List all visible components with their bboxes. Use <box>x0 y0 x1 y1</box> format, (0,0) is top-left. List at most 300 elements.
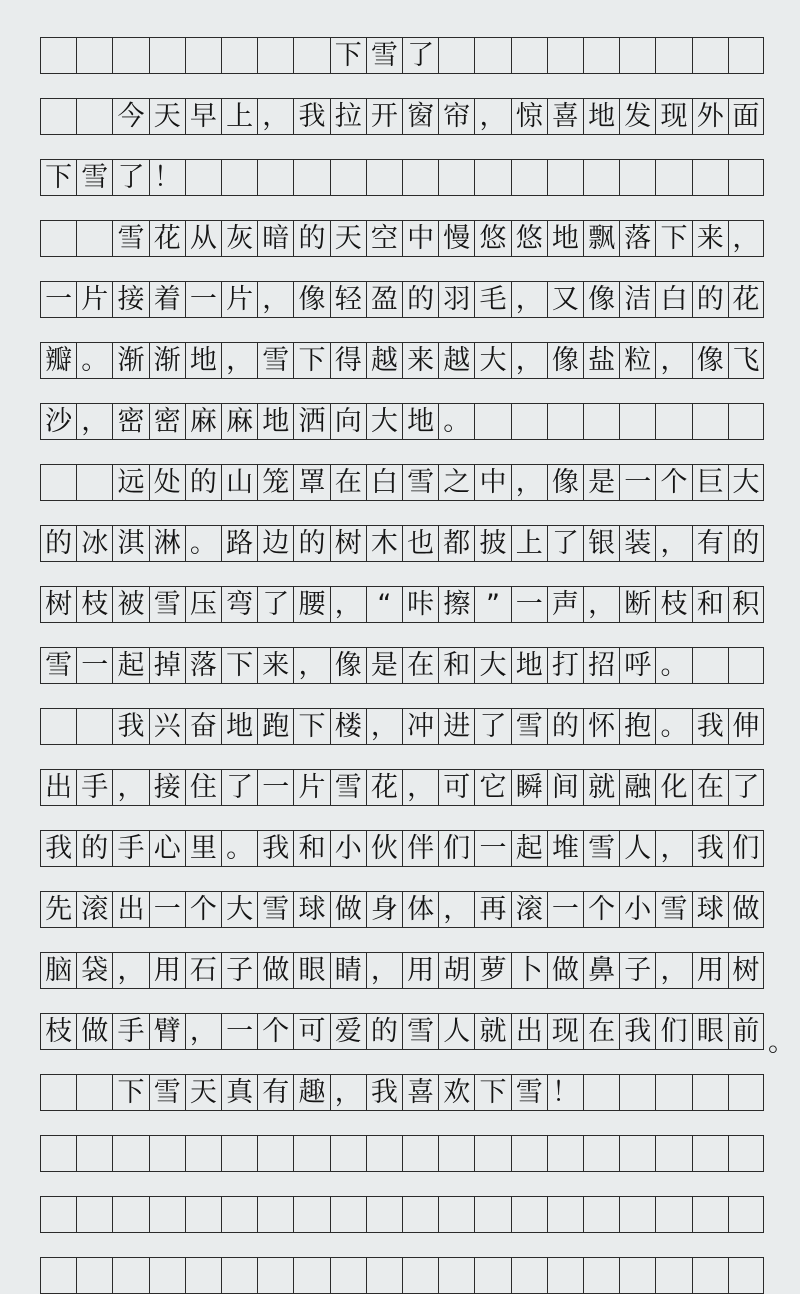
grid-cell <box>257 343 293 378</box>
grid-cell <box>692 648 728 683</box>
essay-char: 起 <box>515 832 543 864</box>
essay-char: 喜 <box>551 100 579 132</box>
essay-char: ， <box>660 527 688 559</box>
essay-char: 来 <box>696 222 724 254</box>
essay-char: 银 <box>588 527 616 559</box>
essay-char: 密 <box>153 405 181 437</box>
grid-cell <box>185 526 221 561</box>
grid-cell <box>547 709 583 744</box>
essay-char: 像 <box>298 283 326 315</box>
essay-char: 木 <box>370 527 398 559</box>
grid-cell <box>655 1197 691 1232</box>
essay-char: 了 <box>479 710 507 742</box>
essay-char: 我 <box>624 1015 652 1047</box>
grid-cell <box>692 1136 728 1171</box>
essay-char: 们 <box>443 832 471 864</box>
grid-cell <box>547 770 583 805</box>
grid-cell <box>185 1075 221 1110</box>
grid-cell <box>257 1197 293 1232</box>
title-cell <box>257 38 293 73</box>
title-char: 了 <box>407 39 435 71</box>
essay-char: 用 <box>153 954 181 986</box>
grid-cell <box>402 892 438 927</box>
grid-cell <box>112 709 148 744</box>
essay-char: ， <box>660 954 688 986</box>
essay-char: 可 <box>298 1015 326 1047</box>
grid-cell <box>221 1197 257 1232</box>
grid-cell <box>112 953 148 988</box>
grid-cell <box>293 1258 329 1293</box>
essay-char: 它 <box>479 771 507 803</box>
essay-char: 大 <box>479 344 507 376</box>
essay-char: 拉 <box>334 100 362 132</box>
grid-cell <box>40 343 76 378</box>
essay-char: 片 <box>298 771 326 803</box>
grid-cell <box>728 160 764 195</box>
essay-char: 腰 <box>298 588 326 620</box>
essay-char: 笼 <box>262 466 290 498</box>
essay-char: 个 <box>660 466 688 498</box>
grid-cell <box>366 526 402 561</box>
essay-char: 得 <box>334 344 362 376</box>
grid-cell <box>40 953 76 988</box>
essay-char: 进 <box>443 710 471 742</box>
grid-cell <box>40 831 76 866</box>
grid-row <box>40 342 764 379</box>
essay-char: ， <box>189 1015 217 1047</box>
grid-cell <box>619 1014 655 1049</box>
essay-char: 雪 <box>515 1076 543 1108</box>
grid-cell <box>293 587 329 622</box>
essay-char: 来 <box>407 344 435 376</box>
grid-cell <box>511 953 547 988</box>
grid-cell <box>511 343 547 378</box>
grid-cell <box>619 404 655 439</box>
grid-cell <box>547 404 583 439</box>
grid-cell <box>619 831 655 866</box>
grid-cell <box>112 404 148 439</box>
grid-cell <box>474 770 510 805</box>
essay-char: 地 <box>189 344 217 376</box>
grid-cell <box>76 1075 112 1110</box>
title-cell <box>474 38 510 73</box>
grid-cell <box>474 465 510 500</box>
grid-cell <box>619 282 655 317</box>
essay-char: 面 <box>732 100 760 132</box>
grid-cell <box>185 770 221 805</box>
grid-cell <box>438 770 474 805</box>
grid-cell <box>293 465 329 500</box>
grid-cell <box>619 221 655 256</box>
grid-cell <box>76 465 112 500</box>
grid-cell <box>257 709 293 744</box>
grid-cell <box>293 1136 329 1171</box>
grid-cell <box>112 1197 148 1232</box>
essay-char: 卜 <box>515 954 543 986</box>
essay-char: 做 <box>334 893 362 925</box>
essay-char: 的 <box>732 527 760 559</box>
grid-cell <box>619 1197 655 1232</box>
title-cell <box>76 38 112 73</box>
essay-char: 鼻 <box>588 954 616 986</box>
essay-char: 了 <box>551 527 579 559</box>
essay-char: 悠 <box>479 222 507 254</box>
grid-cell <box>257 1075 293 1110</box>
grid-cell <box>330 343 366 378</box>
grid-cell <box>692 343 728 378</box>
title-cell <box>547 38 583 73</box>
grid-cell <box>330 1136 366 1171</box>
essay-char: 早 <box>189 100 217 132</box>
grid-cell <box>511 1075 547 1110</box>
grid-cell <box>257 160 293 195</box>
grid-cell <box>293 221 329 256</box>
essay-char: 中 <box>479 466 507 498</box>
essay-char: 个 <box>588 893 616 925</box>
essay-char: ， <box>262 100 290 132</box>
essay-char: 盐 <box>588 344 616 376</box>
essay-char: 大 <box>370 405 398 437</box>
essay-char: 下 <box>45 161 73 193</box>
grid-cell <box>655 831 691 866</box>
grid-cell <box>728 831 764 866</box>
essay-char: 像 <box>334 649 362 681</box>
essay-char: 的 <box>407 283 435 315</box>
essay-char: 枝 <box>81 588 109 620</box>
grid-cell <box>728 1075 764 1110</box>
essay-char: 地 <box>515 649 543 681</box>
essay-char: ， <box>81 405 109 437</box>
grid-cell <box>692 282 728 317</box>
essay-char: 抱 <box>624 710 652 742</box>
grid-cell <box>112 221 148 256</box>
grid-cell <box>728 1197 764 1232</box>
grid-cell <box>149 709 185 744</box>
grid-cell <box>438 404 474 439</box>
grid-cell <box>438 99 474 134</box>
essay-char: 体 <box>407 893 435 925</box>
grid-cell <box>366 343 402 378</box>
grid-cell <box>511 587 547 622</box>
essay-char: 雪 <box>660 893 688 925</box>
grid-cell <box>40 221 76 256</box>
grid-cell <box>474 587 510 622</box>
grid-cell <box>366 892 402 927</box>
grid-cell <box>149 282 185 317</box>
essay-char: 先 <box>45 893 73 925</box>
grid-cell <box>511 892 547 927</box>
essay-char: ， <box>334 1076 362 1108</box>
essay-char: 白 <box>660 283 688 315</box>
grid-cell <box>655 953 691 988</box>
grid-cell <box>728 587 764 622</box>
grid-row <box>40 1257 764 1294</box>
grid-cell <box>438 282 474 317</box>
essay-char: 就 <box>479 1015 507 1047</box>
essay-char: 天 <box>189 1076 217 1108</box>
grid-cell <box>185 99 221 134</box>
title-cell <box>185 38 221 73</box>
grid-cell <box>474 160 510 195</box>
essay-char: 袋 <box>81 954 109 986</box>
grid-cell <box>728 953 764 988</box>
grid-cell <box>583 1014 619 1049</box>
grid-cell <box>438 587 474 622</box>
grid-cell <box>149 892 185 927</box>
grid-cell <box>547 526 583 561</box>
grid-cell <box>293 526 329 561</box>
grid-cell <box>366 221 402 256</box>
grid-cell <box>185 892 221 927</box>
essay-char: 灰 <box>226 222 254 254</box>
grid-cell <box>511 770 547 805</box>
title-cell <box>330 38 366 73</box>
grid-cell <box>366 1258 402 1293</box>
grid-cell <box>149 831 185 866</box>
grid-cell <box>438 709 474 744</box>
grid-cell <box>583 831 619 866</box>
essay-char: 起 <box>117 649 145 681</box>
essay-char: 地 <box>407 405 435 437</box>
essay-char: 手 <box>117 1015 145 1047</box>
grid-row <box>40 1074 764 1111</box>
grid-cell <box>511 404 547 439</box>
grid-cell <box>149 465 185 500</box>
grid-cell <box>257 1258 293 1293</box>
grid-row <box>40 98 764 135</box>
essay-char: 的 <box>696 283 724 315</box>
essay-char: ， <box>370 954 398 986</box>
essay-char: 雪 <box>153 588 181 620</box>
grid-cell <box>511 709 547 744</box>
grid-cell <box>547 1258 583 1293</box>
essay-char: 落 <box>189 649 217 681</box>
essay-char: 小 <box>624 893 652 925</box>
grid-cell <box>366 465 402 500</box>
grid-cell <box>185 1197 221 1232</box>
essay-char: ， <box>732 222 760 254</box>
grid-cell <box>547 282 583 317</box>
grid-cell <box>221 404 257 439</box>
essay-char: 越 <box>370 344 398 376</box>
grid-cell <box>257 892 293 927</box>
essay-char: 的 <box>189 466 217 498</box>
grid-cell <box>330 1197 366 1232</box>
essay-char: 趣 <box>298 1076 326 1108</box>
essay-char: 雪 <box>407 466 435 498</box>
grid-row <box>40 220 764 257</box>
grid-cell <box>293 953 329 988</box>
essay-char: 堆 <box>551 832 579 864</box>
grid-cell <box>402 1014 438 1049</box>
essay-char: 一 <box>262 771 290 803</box>
grid-cell <box>728 648 764 683</box>
grid-cell <box>185 648 221 683</box>
grid-cell <box>40 282 76 317</box>
essay-char: 有 <box>262 1076 290 1108</box>
grid-cell <box>76 831 112 866</box>
essay-char: ， <box>515 283 543 315</box>
essay-char: 了 <box>117 161 145 193</box>
grid-row <box>40 403 764 440</box>
grid-row <box>40 586 764 623</box>
grid-cell <box>293 648 329 683</box>
grid-cell <box>547 892 583 927</box>
grid-cell <box>692 99 728 134</box>
grid-cell <box>40 160 76 195</box>
grid-cell <box>692 892 728 927</box>
grid-row <box>40 952 764 989</box>
essay-char: 雪 <box>334 771 362 803</box>
grid-cell <box>185 1014 221 1049</box>
grid-cell <box>692 709 728 744</box>
essay-char: 上 <box>226 100 254 132</box>
grid-cell <box>257 831 293 866</box>
grid-cell <box>583 404 619 439</box>
essay-char: 罩 <box>298 466 326 498</box>
essay-char: 被 <box>117 588 145 620</box>
grid-cell <box>76 648 112 683</box>
grid-cell <box>583 526 619 561</box>
grid-cell <box>330 587 366 622</box>
essay-char: 爱 <box>334 1015 362 1047</box>
grid-cell <box>149 343 185 378</box>
grid-cell <box>438 221 474 256</box>
grid-cell <box>655 1258 691 1293</box>
grid-cell <box>402 770 438 805</box>
essay-char: 了 <box>262 588 290 620</box>
grid-cell <box>474 1075 510 1110</box>
essay-char: 有 <box>696 527 724 559</box>
essay-char: 雪 <box>262 893 290 925</box>
essay-char: 在 <box>334 466 362 498</box>
essay-char: 又 <box>551 283 579 315</box>
essay-char: 里 <box>189 832 217 864</box>
grid-cell <box>221 770 257 805</box>
essay-char: 前 <box>732 1015 760 1047</box>
grid-cell <box>474 343 510 378</box>
grid-cell <box>655 526 691 561</box>
essay-char: 融 <box>624 771 652 803</box>
essay-char: 雪 <box>407 1015 435 1047</box>
grid-cell <box>112 1258 148 1293</box>
essay-char: 像 <box>551 466 579 498</box>
essay-char: 树 <box>45 588 73 620</box>
grid-cell <box>402 221 438 256</box>
grid-cell <box>438 1197 474 1232</box>
essay-char: 树 <box>732 954 760 986</box>
grid-cell <box>402 160 438 195</box>
grid-cell <box>366 1197 402 1232</box>
grid-cell <box>76 1197 112 1232</box>
grid-cell <box>583 770 619 805</box>
grid-cell <box>619 465 655 500</box>
grid-cell <box>655 343 691 378</box>
grid-cell <box>366 160 402 195</box>
essay-char: 天 <box>153 100 181 132</box>
essay-char: 下 <box>298 344 326 376</box>
essay-char: 越 <box>443 344 471 376</box>
grid-cell <box>149 648 185 683</box>
essay-char: 的 <box>298 527 326 559</box>
grid-cell <box>402 648 438 683</box>
grid-row <box>40 37 764 74</box>
grid-cell <box>40 99 76 134</box>
essay-char: 白 <box>370 466 398 498</box>
grid-cell <box>221 160 257 195</box>
grid-cell <box>619 648 655 683</box>
grid-cell <box>655 221 691 256</box>
essay-char: 也 <box>407 527 435 559</box>
essay-char: 装 <box>624 527 652 559</box>
grid-cell <box>293 1014 329 1049</box>
title-cell <box>728 38 764 73</box>
grid-cell <box>583 587 619 622</box>
essay-char: ， <box>117 771 145 803</box>
title-cell <box>402 38 438 73</box>
essay-char: 披 <box>479 527 507 559</box>
grid-cell <box>76 1258 112 1293</box>
essay-char: 花 <box>370 771 398 803</box>
essay-char: ！ <box>153 161 181 193</box>
essay-char: 窗 <box>407 100 435 132</box>
grid-cell <box>366 587 402 622</box>
grid-cell <box>474 709 510 744</box>
grid-row <box>40 464 764 501</box>
grid-cell <box>76 343 112 378</box>
essay-char: 胡 <box>443 954 471 986</box>
grid-cell <box>293 1197 329 1232</box>
grid-cell <box>40 709 76 744</box>
grid-cell <box>583 892 619 927</box>
grid-cell <box>474 221 510 256</box>
essay-char: 上 <box>515 527 543 559</box>
essay-char: 地 <box>262 405 290 437</box>
essay-char: 片 <box>226 283 254 315</box>
essay-char: 打 <box>551 649 579 681</box>
essay-char: 我 <box>117 710 145 742</box>
grid-cell <box>438 1136 474 1171</box>
grid-cell <box>402 465 438 500</box>
grid-cell <box>40 1014 76 1049</box>
grid-cell <box>76 953 112 988</box>
grid-cell <box>438 1075 474 1110</box>
essay-char: 粒 <box>624 344 652 376</box>
essay-char: 都 <box>443 527 471 559</box>
essay-char: 小 <box>334 832 362 864</box>
essay-char: 花 <box>153 222 181 254</box>
grid-cell <box>76 587 112 622</box>
essay-char: 我 <box>262 832 290 864</box>
grid-cell <box>149 99 185 134</box>
grid-cell <box>692 1075 728 1110</box>
essay-char: 眼 <box>696 1015 724 1047</box>
grid-cell <box>692 526 728 561</box>
grid-cell <box>692 1197 728 1232</box>
grid-cell <box>40 465 76 500</box>
essay-char: 再 <box>479 893 507 925</box>
essay-char: 。 <box>660 710 688 742</box>
grid-cell <box>402 1197 438 1232</box>
grid-row <box>40 708 764 745</box>
grid-cell <box>257 953 293 988</box>
title-cell <box>293 38 329 73</box>
grid-cell <box>402 1136 438 1171</box>
essay-char: 接 <box>153 771 181 803</box>
grid-cell <box>547 587 583 622</box>
grid-cell <box>40 1197 76 1232</box>
grid-cell <box>366 404 402 439</box>
